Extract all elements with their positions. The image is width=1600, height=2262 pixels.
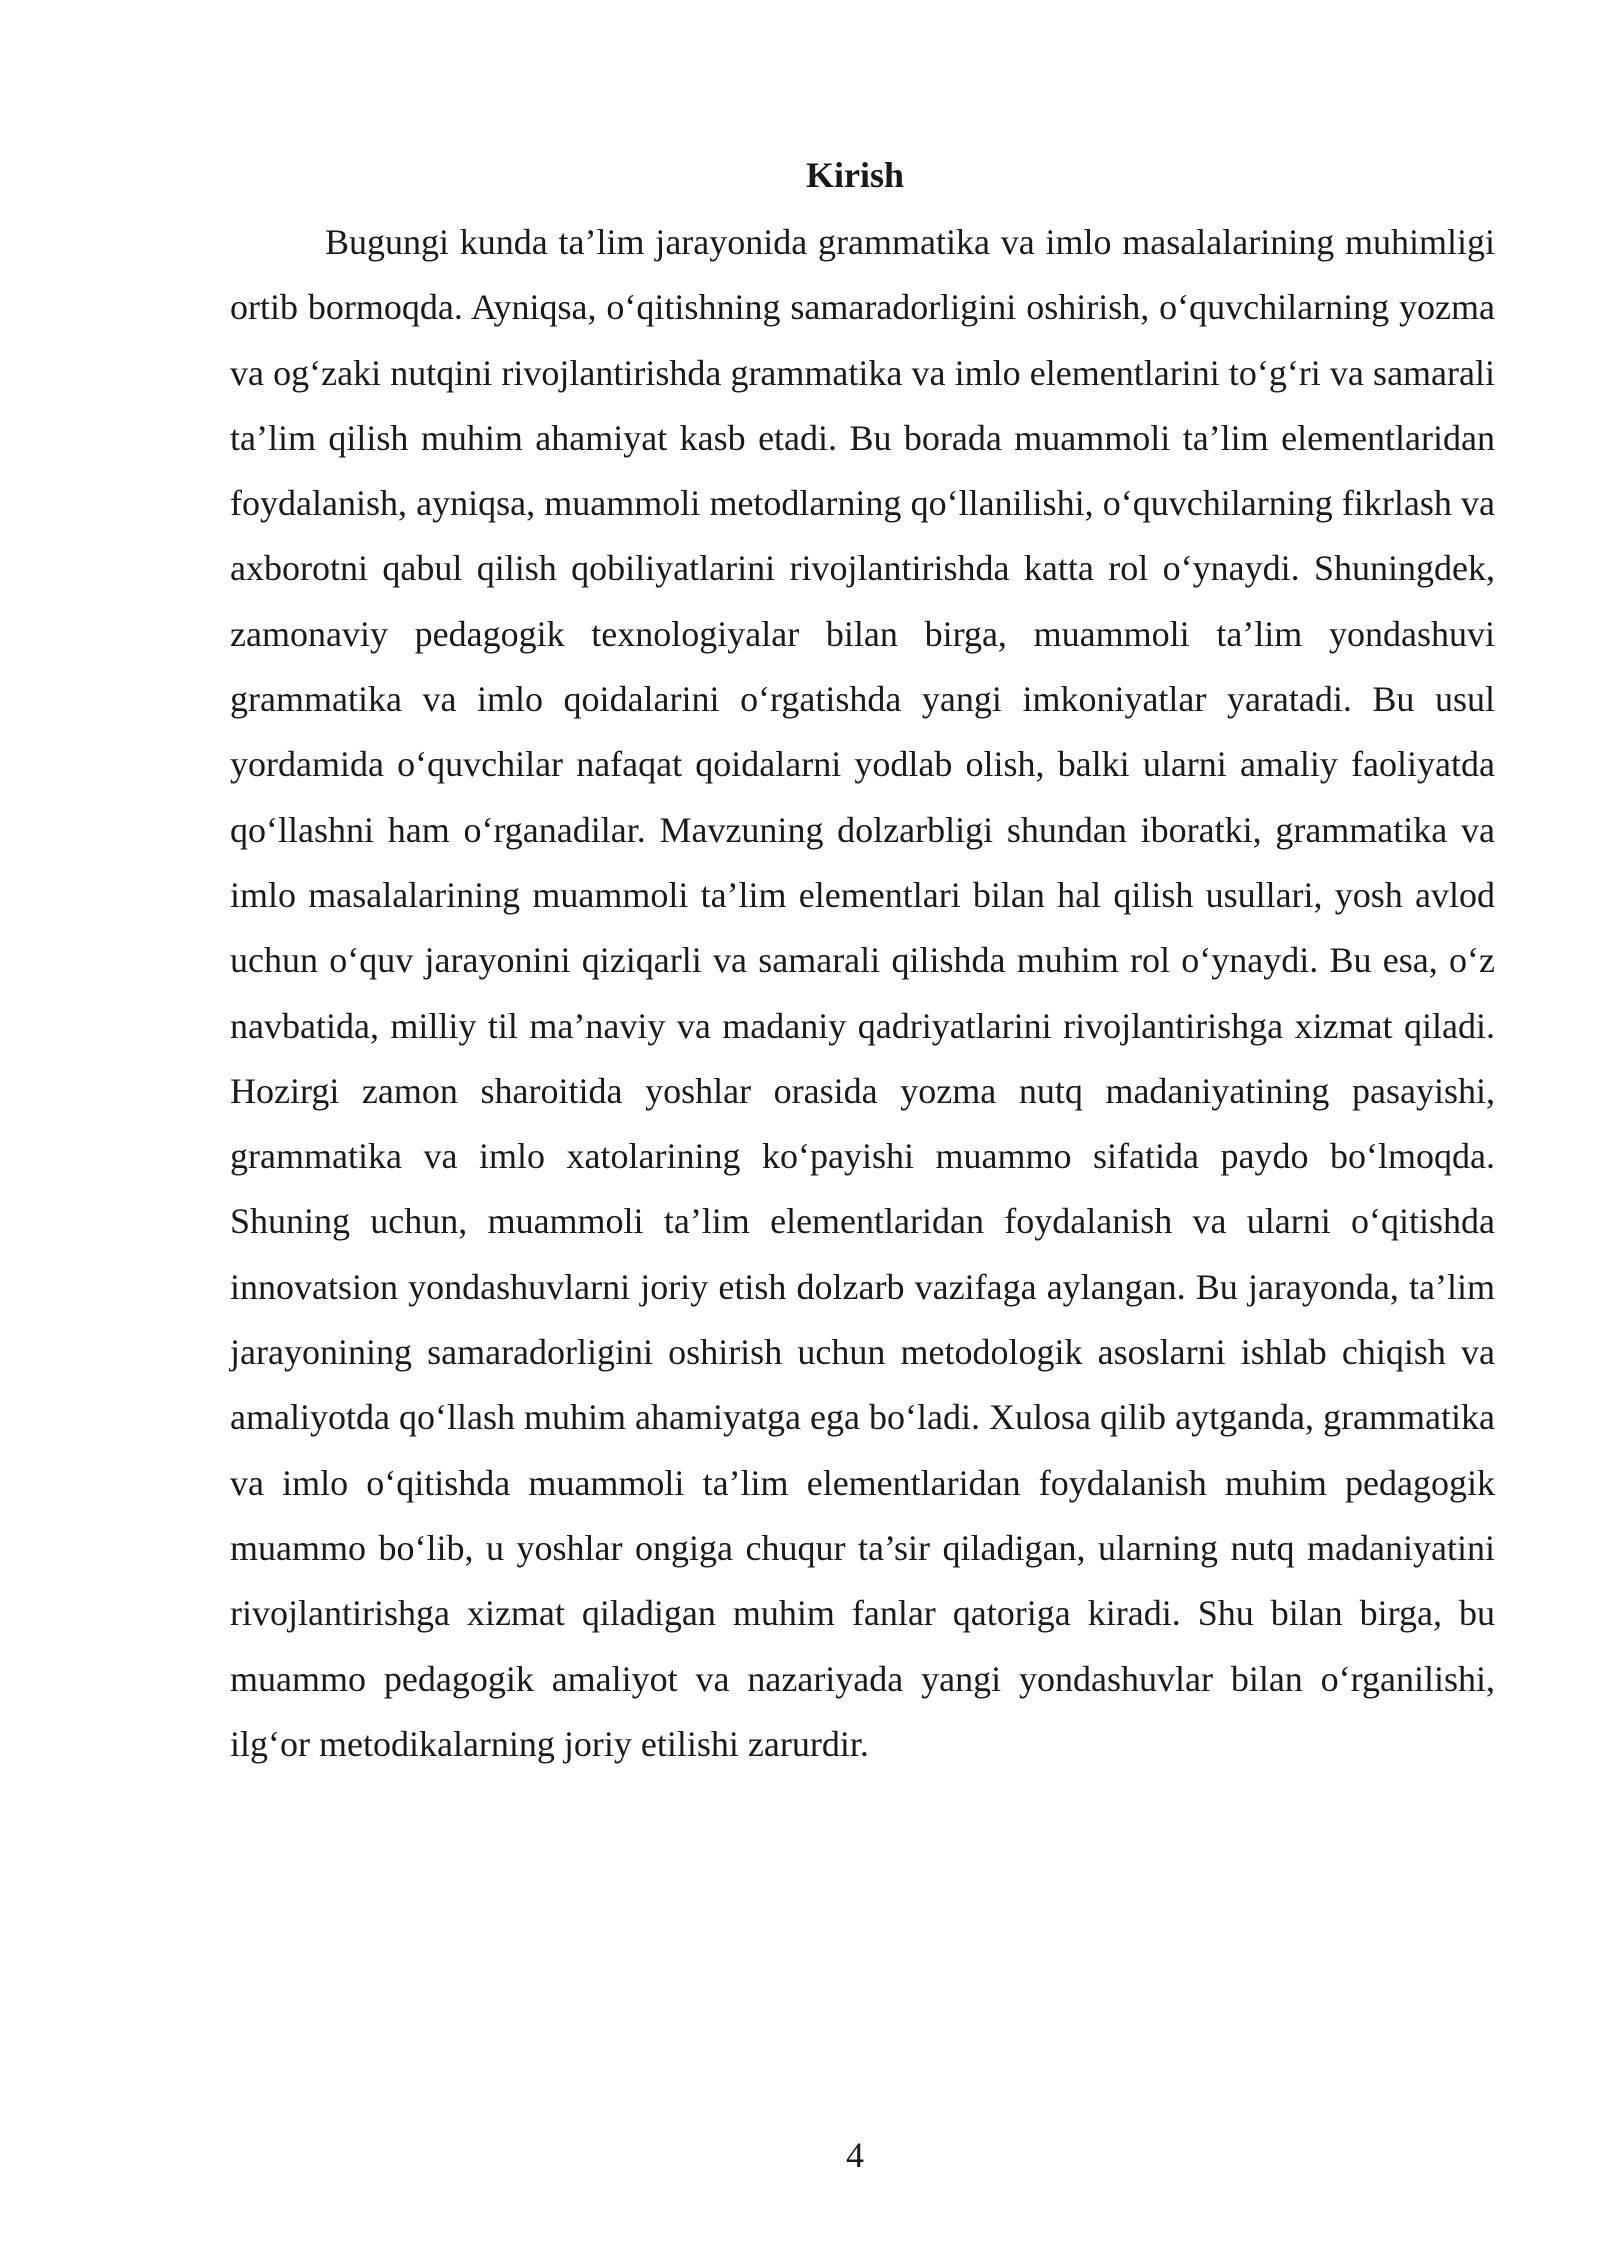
page-number: 4 — [846, 2135, 864, 2175]
section-heading: Kirish — [805, 155, 904, 195]
body-paragraph: Bugungi kunda ta’lim jarayonida grammatika va imlo masalalarining muhimligi ortib bormoqda. Ayniqsa, o‘qitishning samaradorligini oshirish, o‘quvchilarning yozma va og‘zaki nutqini rivojlantirishda grammatika va imlo elementlarini to‘g‘ri va samarali ta’lim qilish muhim ahamiyat kasb etadi. Bu borada muammoli ta’lim elementlaridan foydalanish, ayniqsa, muammoli metodlarning qo‘llanilishi, o‘quvchilarning fikrlash va axborotni qabul qilish qobiliyatlarini rivojlantirishda katta rol o‘ynaydi. Shuningdek, zamonaviy pedagogik texnologiyalar bilan birga, muammoli ta’lim yondashuvi grammatika va imlo qoidalarini o‘rgatishda yangi imkoniyatlar yaratadi. Bu usul yordamida o‘quvchilar nafaqat qoidalarni yodlab olish, balki ularni amaliy faoliyatda qo‘llashni ham o‘rganadilar. Mavzuning dolzarbligi shundan iboratki, grammatika va imlo masalalarining muammoli ta’lim elementlari bilan hal qilish usullari, yosh avlod uchun o‘quv jarayonini qiziqarli va samarali qilishda muhim rol o‘ynaydi. Bu esa, o‘z navbatida, milliy til ma’naviy va madaniy qadriyatlarini rivojlantirishga xizmat qiladi. Hozirgi zamon sharoitida yoshlar orasida yozma nutq madaniyatining pasayishi, grammatika va imlo xatolarining ko‘payishi muammo sifatida paydo bo‘lmoqda. Shuning uchun, muammoli ta’lim elementlaridan foydalanish va ularni o‘qitishda innovatsion yondashuvlarni joriy etish dolzarb vazifaga aylangan. Bu jarayonda, ta’lim jarayonining samaradorligini oshirish uchun metodologik asoslarni ishlab chiqish va amaliyotda qo‘llash muhim ahamiyatga ega bo‘ladi. Xulosa qilib aytganda, grammatika va imlo o‘qitishda muammoli ta’lim elementlaridan foydalanish muhim pedagogik muammo bo‘lib, u yoshlar ongiga chuqur ta’sir qiladigan, ularning nutq madaniyatini rivojlantirishga xizmat qiladigan muhim fanlar qatoriga kiradi. Shu bilan birga, bu muammo pedagogik amaliyot va nazariyada yangi yondashuvlar bilan o‘rganilishi, ilg‘or metodikalarning joriy etilishi zarurdir. — [230, 222, 1495, 1764]
